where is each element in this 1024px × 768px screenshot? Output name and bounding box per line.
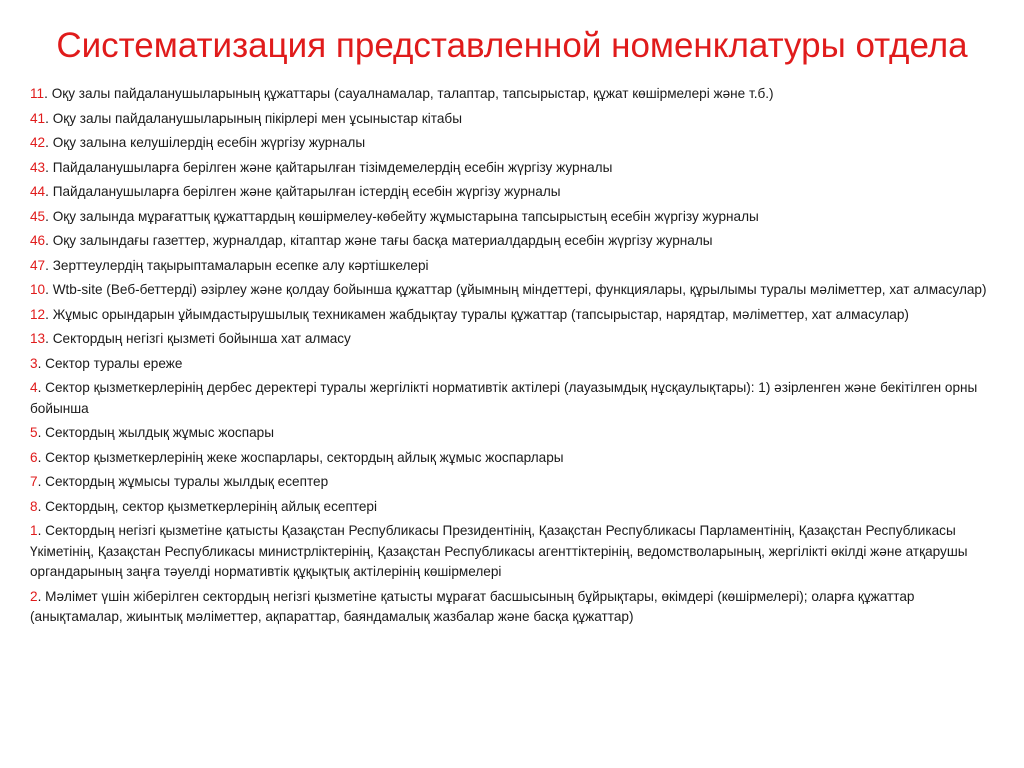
item-separator: .: [45, 257, 53, 273]
item-number: 10: [30, 282, 46, 297]
item-separator: .: [37, 588, 46, 604]
item-number: 13: [30, 331, 46, 346]
item-separator: .: [37, 449, 46, 465]
item-separator: .: [45, 306, 53, 322]
item-number: 3: [30, 355, 38, 371]
item-separator: .: [45, 135, 53, 150]
nomenclature-list: [30, 84, 1005, 632]
item-separator: .: [37, 380, 46, 395]
list-item: [30, 521, 1005, 583]
list-item: [30, 207, 1005, 228]
item-separator: .: [45, 110, 53, 126]
item-number: 42: [30, 135, 46, 150]
item-text: Сектордың жылдық жұмыс жоспары: [45, 425, 274, 440]
list-item: [30, 448, 1005, 469]
item-number: 44: [30, 184, 46, 199]
item-text: Сектордың негізгі қызметі бойынша хат алмасу: [52, 331, 351, 346]
item-text: Жұмыс орындарын ұйымдастырушылық техникамен жабдықтау туралы құжаттар (тапсырыстар, нарядтар, мәліметтер, хат алмасулар): [52, 306, 909, 322]
list-item: [30, 158, 1005, 179]
item-text: Сектордың, сектор қызметкерлерінің айлық есептері: [45, 498, 378, 514]
item-number: 2: [30, 588, 38, 604]
list-item: [30, 472, 1005, 493]
item-separator: .: [45, 233, 53, 248]
item-number: 47: [30, 257, 46, 273]
item-number: 46: [30, 233, 46, 248]
item-text: Зерттеулердің тақырыптамаларын есепке алу кәртішкелері: [52, 257, 429, 273]
list-item: [30, 497, 1005, 518]
item-number: 8: [30, 498, 38, 514]
list-item: [30, 305, 1005, 326]
item-number: 43: [30, 159, 46, 175]
item-text: Оқу залында мұрағаттық құжаттардың көшірмелеу-көбейту жұмыстарына тапсырыстың есебін жүргізу журналы: [52, 208, 759, 224]
item-separator: .: [44, 86, 52, 101]
item-number: 7: [30, 474, 38, 489]
list-item: [30, 423, 1005, 444]
item-text: Пайдаланушыларға берілген және қайтарылған тізімдемелердің есебін жүргізу журналы: [52, 159, 613, 175]
item-separator: .: [37, 474, 46, 489]
page-title: Систематизация представленной номенклатуры отдела: [56, 26, 968, 65]
item-separator: .: [45, 208, 53, 224]
item-separator: .: [37, 355, 46, 371]
item-number: 41: [30, 110, 46, 126]
item-number: 1: [30, 523, 38, 538]
list-item: [30, 231, 1005, 252]
item-text: Оқу залы пайдаланушыларының құжаттары (сауалнамалар, талаптар, тапсырыстар, құжат көшірмелері және т.б.): [51, 86, 774, 101]
item-number: 11: [30, 86, 45, 101]
list-item: [30, 354, 1005, 375]
item-number: 6: [30, 449, 38, 465]
item-text: Wtb-site (Веб-беттерді) әзірлеу және қолдау бойынша құжаттар (ұйымның міндеттері, функциялары, құрылымы туралы мәліметтер, хат алмасулар): [52, 282, 987, 297]
list-item: [30, 280, 1005, 301]
list-item: [30, 256, 1005, 277]
list-item: [30, 182, 1005, 203]
item-separator: .: [37, 425, 46, 440]
list-item: [30, 378, 1005, 419]
list-item: [30, 109, 1005, 130]
item-separator: .: [45, 331, 53, 346]
item-separator: .: [45, 184, 53, 199]
item-separator: .: [45, 282, 53, 297]
item-text: Оқу залы пайдаланушыларының пікірлері мен ұсыныстар кітабы: [52, 110, 462, 126]
item-text: Сектордың жұмысы туралы жылдық есептер: [45, 474, 329, 489]
item-text: Пайдаланушыларға берілген және қайтарылған істердің есебін жүргізу журналы: [52, 184, 561, 199]
list-item: [30, 133, 1005, 154]
list-item: [30, 587, 1005, 628]
item-number: 45: [30, 208, 46, 224]
item-text: Оқу залына келушілердің есебін жүргізу журналы: [52, 135, 366, 150]
item-text: Мәлімет үшін жіберілген сектордың негізгі қызметіне қатысты мұрағат басшысының бұйрықтары, өкімдері (көшірмелері); оларға құжаттар (анықтамалар, жиынтық мәліметтер, ақпараттар, баяндамалық жазбалар және басқа құжаттар): [30, 588, 915, 624]
item-text: Сектор қызметкерлерінің жеке жоспарлары, сектордың айлық жұмыс жоспарлары: [45, 449, 564, 465]
item-text: Сектордың негізгі қызметіне қатысты Қазақстан Республикасы Президентінің, Қазақстан Республикасы Парламентінің, Қазақстан Республикасы Үкіметінің, Қазақстан Республикасы министрліктерінің, Қазақстан Республикасы агенттіктерінің, ведомстволарының, жергілікті өкілді және атқарушы органдарының заңға тәуелді нормативтік құқықтық актілерінің көшірмелері: [30, 523, 968, 579]
item-number: 4: [30, 380, 38, 395]
item-number: 12: [30, 306, 46, 322]
item-text: Сектор туралы ереже: [45, 355, 183, 371]
item-separator: .: [37, 523, 46, 538]
item-text: Оқу залындағы газеттер, журналдар, кітаптар және тағы басқа материалдардың есебін жүргізу журналы: [52, 233, 713, 248]
item-separator: .: [45, 159, 53, 175]
list-item: [30, 329, 1005, 350]
item-number: 5: [30, 425, 38, 440]
item-separator: .: [37, 498, 46, 514]
list-item: [30, 84, 1005, 105]
item-text: Сектор қызметкерлерінің дербес деректері туралы жергілікті нормативтік актілері (лауазымдық нұсқаулықтары): 1) әзірленген және бекітілген орны бойынша: [30, 380, 978, 416]
